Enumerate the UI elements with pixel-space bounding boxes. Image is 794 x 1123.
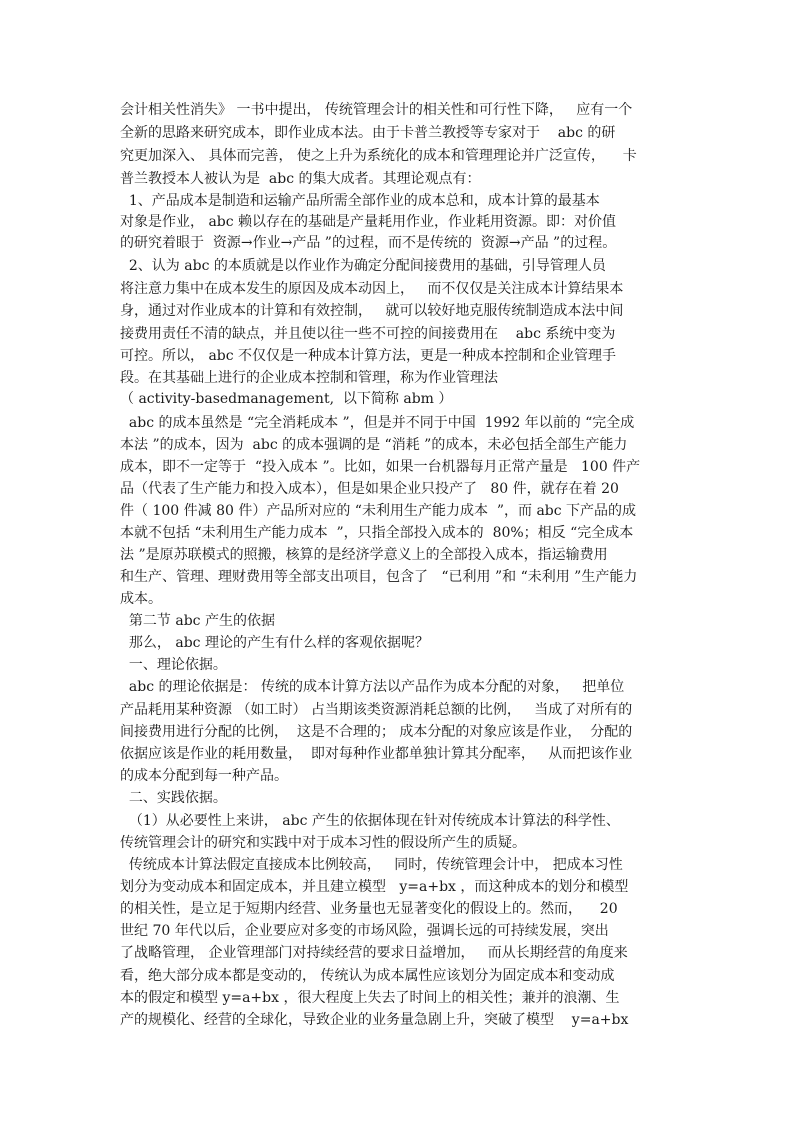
text-line: 可控。所以， abc 不仅仅是一种成本计算方法，更是一种成本控制和企业管理手 xyxy=(120,348,617,364)
text-line: 全新的思路来研究成本，即作业成本法。由于卡普兰教授等专家对于 abc 的研 xyxy=(120,125,616,141)
text-line: 的研究着眼于 资源→作业→产品 ”的过程，而不是传统的 资源→产品 ”的过程。 xyxy=(120,235,617,251)
text-line: 品（代表了生产能力和投入成本），但是如果企业只投产了 80 件，就存在着 20 xyxy=(120,481,619,497)
text-line: 那么， abc 理论的产生有什么样的客观依据呢？ xyxy=(120,635,429,651)
text-line: 接费用责任不清的缺点，并且使以往一些不可控的间接费用在 abc 系统中变为 xyxy=(120,326,616,342)
text-line: 法 ”是原苏联模式的照搬，核算的是经济学意义上的全部投入成本，指运输费用 xyxy=(120,547,608,563)
text-line: 的相关性，是立足于短期内经营、业务量也无显著变化的假设上的。然而， 20 xyxy=(120,901,618,917)
text-line: 段。在其基础上进行的企业成本控制和管理，称为作业管理法 xyxy=(120,370,498,386)
text-line: 普兰教授本人被认为是 abc 的集大成者。其理论观点有： xyxy=(120,171,481,187)
text-line: 产品耗用某种资源 （如工时） 占当期该类资源消耗总额的比例， 当成了对所有的 xyxy=(120,702,633,718)
text-line: 本就不包括 “未利用生产能力成本 ”，只指全部投入成本的 80%；相反 “完全成本 xyxy=(120,525,634,541)
text-line: 件（ 100 件减 80 件）产品所对应的 “未利用生产能力成本 ”，而 abc 下产品的成 xyxy=(120,503,637,519)
text-line: 产的规模化、经营的全球化，导致企业的业务量急剧上升，突破了模型 y=a+bx xyxy=(120,1012,629,1028)
text-line: 会计相关性消失》 一书中提出， 传统管理会计的相关性和可行性下降， 应有一个 xyxy=(120,102,633,118)
text-line: （ activity-basedmanagement, 以下简称 abm ） xyxy=(120,391,453,407)
subsection-heading: 一、理论依据。 xyxy=(120,657,227,673)
section-heading: 第二节 abc 产生的依据 xyxy=(120,613,275,629)
text-line: 传统管理会计的研究和实践中对于成本习性的假设所产生的质疑。 xyxy=(120,835,526,851)
text-line: 了战略管理， 企业管理部门对持续经营的要求日益增加， 而从长期经营的角度来 xyxy=(120,945,628,961)
text-line: 划分为变动成本和固定成本，并且建立模型 y=a+bx ，而这种成本的划分和模型 xyxy=(120,879,629,895)
text-line: 身，通过对作业成本的计算和有效控制， 就可以较好地克服传统制造成本法中间 xyxy=(120,303,624,319)
text-line: 本法 ”的成本，因为 abc 的成本强调的是 “消耗 ”的成本，未必包括全部生产能力 xyxy=(120,437,628,453)
text-line: 和生产、管理、理财费用等全部支出项目，包含了 “已利用 ”和 “未利用 ”生产能力 xyxy=(120,569,638,585)
text-line: 究更加深入、 具体而完善， 使之上升为系统化的成本和管理理论并广泛宣传， 卡 xyxy=(120,148,637,164)
text-line: 成本，即不一定等于 “投入成本 ”。比如，如果一台机器每月正常产量是 100 件产 xyxy=(120,459,641,475)
text-line: （1）从必要性上来讲， abc 产生的依据体现在针对传统成本计算法的科学性、 xyxy=(120,813,620,829)
subsection-heading: 二、实践依据。 xyxy=(120,790,227,806)
text-line: 的成本分配到每一种产品。 xyxy=(120,768,288,784)
text-line: 传统成本计算法假定直接成本比例较高， 同时，传统管理会计中， 把成本习性 xyxy=(120,857,623,873)
text-line: 本的假定和模型 y=a+bx ，很大程度上失去了时间上的相关性；兼并的浪潮、生 xyxy=(120,990,620,1006)
text-line: 看，绝大部分成本都是变动的， 传统认为成本属性应该划分为固定成本和变动成 xyxy=(120,968,615,984)
text-line: 成本。 xyxy=(120,591,162,607)
text-line: 对象是作业， abc 赖以存在的基础是产量耗用作业，作业耗用资源。即：对价值 xyxy=(120,214,617,230)
text-line: 依据应该是作业的耗用数量， 即对每种作业都单独计算其分配率， 从而把该作业 xyxy=(120,746,633,762)
text-line: 1、产品成本是制造和运输产品所需全部作业的成本总和，成本计算的最基本 xyxy=(120,193,600,209)
text-line: abc 的理论依据是： 传统的成本计算方法以产品作为成本分配的对象， 把单位 xyxy=(120,679,625,695)
text-line: 间接费用进行分配的比例， 这是不合理的； 成本分配的对象应该是作业， 分配的 xyxy=(120,724,633,740)
text-line: 世纪 70 年代以后，企业要应对多变的市场风险，强调长远的可持续发展，突出 xyxy=(120,923,609,939)
text-line: 2、认为 abc 的本质就是以作业作为确定分配间接费用的基础，引导管理人员 xyxy=(120,258,606,274)
text-line: 将注意力集中在成本发生的原因及成本动因上， 而不仅仅是关注成本计算结果本 xyxy=(120,281,624,297)
text-line: abc 的成本虽然是 “完全消耗成本 ”，但是并不同于中国 1992 年以前的 “完全成 xyxy=(120,415,635,431)
